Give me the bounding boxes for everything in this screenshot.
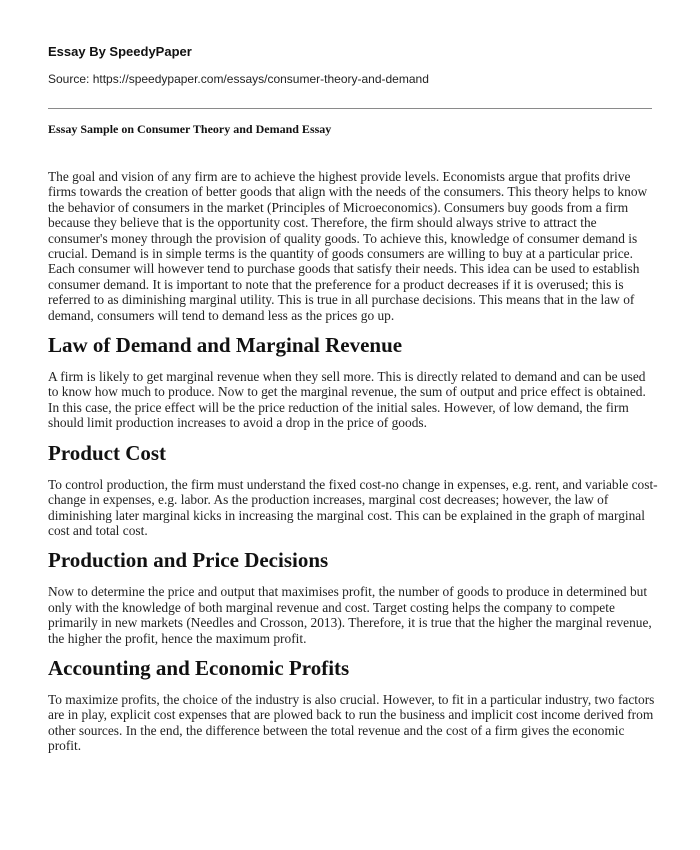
header-divider bbox=[48, 108, 652, 109]
site-title: Essay By SpeedyPaper bbox=[48, 44, 192, 59]
section-body-product-cost: To control production, the firm must understand the fixed cost-no change in expenses, e.g. rent, and variable cost-change in expenses, e.g. labor. As the production increases, marginal cost decreases; however, the law of diminishing later marginal kicks in increasing the marginal cost. This can be explained in the graph of marginal cost and total cost. bbox=[48, 476, 658, 538]
section-heading-product-cost: Product Cost bbox=[48, 440, 167, 465]
section-heading-production-price: Production and Price Decisions bbox=[48, 548, 329, 573]
essay-content bbox=[48, 169, 658, 754]
source-line: Source: https://speedypaper.com/essays/consumer-theory-and-demand bbox=[48, 72, 429, 86]
section-heading-law-of-demand: Law of Demand and Marginal Revenue bbox=[48, 333, 403, 358]
section-heading-accounting-profits: Accounting and Economic Profits bbox=[48, 655, 350, 680]
section-body-production-price: Now to determine the price and output that maximises profit, the number of goods to produce in determined but only with the knowledge of both marginal revenue and cost. Target costing helps the company to compete primarily in new markets (Needles and Crosson, 2013). Therefore, it is true that the higher the marginal revenue, the higher the profit, hence the maximum profit. bbox=[48, 584, 652, 646]
essay-title: Essay Sample on Consumer Theory and Demand Essay bbox=[48, 122, 332, 136]
section-body-accounting-profits: To maximize profits, the choice of the industry is also crucial. However, to fit in a particular industry, two factors are in play, explicit cost expenses that are plowed back to run the business and implicit cost income derived from other sources. In the end, the difference between the total revenue and the cost of a firm gives the economic profit. bbox=[48, 691, 655, 754]
section-body-law-of-demand: A firm is likely to get marginal revenue when they sell more. This is directly related to demand and can be used to know how much to produce. Now to get the marginal revenue, the sum of output and price effect is obtained. In this case, the price effect will be the price reduction of the initial sales. However, of low demand, the firm should limit production increases to avoid a drop in the price of goods. bbox=[48, 369, 646, 431]
intro-paragraph: The goal and vision of any firm are to achieve the highest provide levels. Economists argue that profits drive firms towards the creation of better goods that align with the needs of the consumers. This theory helps to know the behavior of consumers in the market (Principles of Microeconomics). Consumers buy goods from a firm because they believe that is the opportunity cost. Therefore, the firm should always strive to attract the consumer's money through the provision of quality goods. To achieve this, knowledge of consumer demand is crucial. Demand is in simple terms is the quantity of goods consumers are willing to buy at a particular price. Each consumer will however tend to purchase goods that satisfy their needs. This idea can be used to establish consumer demand. It is important to note that the preference for a product decreases if it is overused; this is referred to as diminishing marginal utility. This is true in all purchase decisions. This means that in the law of demand, consumers will tend to demand less as the prices go up. bbox=[48, 169, 648, 323]
